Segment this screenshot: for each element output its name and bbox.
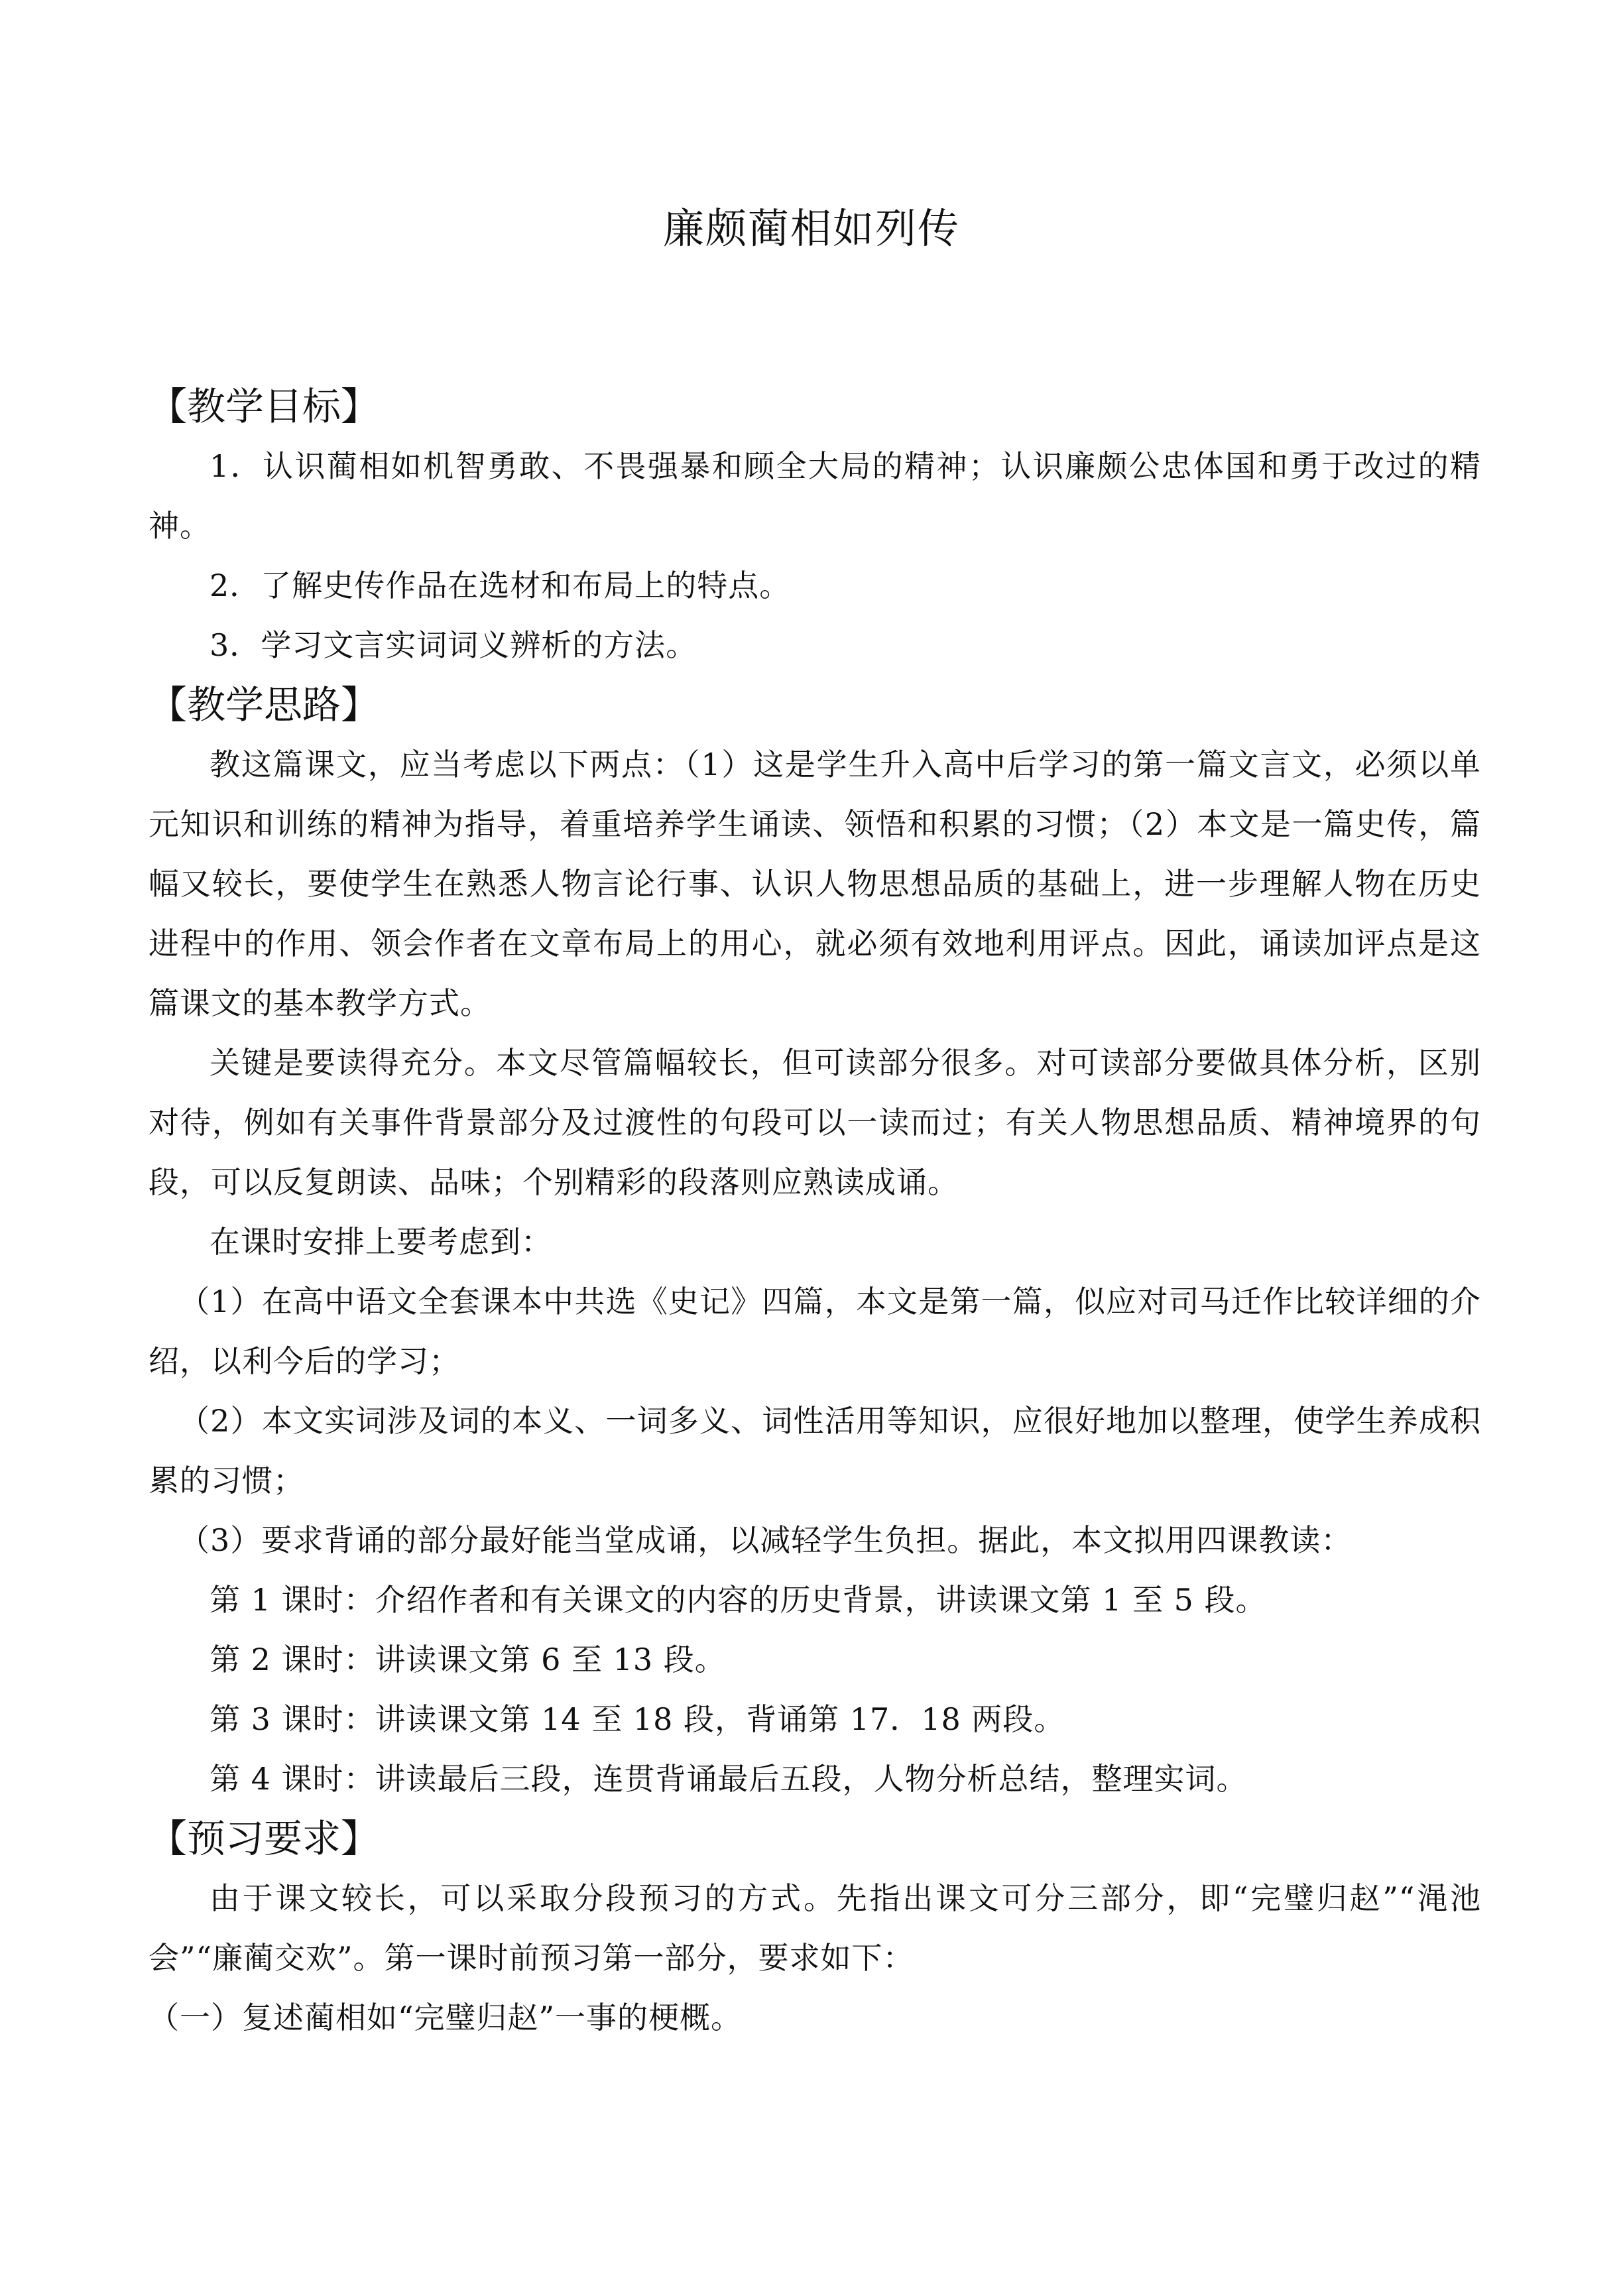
- lesson-3: 第 3 课时：讲读课文第 14 至 18 段，背诵第 17．18 两段。: [210, 1701, 1065, 1737]
- lesson-1: 第 1 课时：介绍作者和有关课文的内容的历史背景，讲读课文第 1 至 5 段。: [210, 1582, 1267, 1618]
- approach-paragraph-2: 关键是要读得充分。本文尽管篇幅较长，但可读部分很多。对可读部分要做具体分析，区别对待，例如有关事件背景部分及过渡性的句段可以一读而过；有关人物思想品质、精神境界的句段，可以反复朗读、品味；个别精彩的段落则应熟读成诵。: [149, 1045, 1481, 1200]
- preview-paragraph-1: 由于课文较长，可以采取分段预习的方式。先指出课文可分三部分，即“完璧归赵”“渑池会”“廉蔺交欢”。第一课时前预习第一部分，要求如下：: [149, 1880, 1481, 1976]
- approach-paragraph-1: 教这篇课文，应当考虑以下两点：（1）这是学生升入高中后学习的第一篇文言文，必须以单元知识和训练的精神为指导，着重培养学生诵读、领悟和积累的习惯；（2）本文是一篇史传，篇幅又较长，要使学生在熟悉人物言论行事、认识人物思想品质的基础上，进一步理解人物在历史进程中的作用、领会作者在文章布局上的用心，就必须有效地利用评点。因此，诵读加评点是这篇课文的基本教学方式。: [149, 747, 1481, 1021]
- objective-item-2: 2．了解史传作品在选材和布局上的特点。: [210, 568, 791, 603]
- approach-paragraph-3: 在课时安排上要考虑到：: [210, 1224, 552, 1260]
- approach-point-2: （2）本文实词涉及词的本义、一词多义、词性活用等知识，应很好地加以整理，使学生养成积累的习惯；: [149, 1403, 1481, 1498]
- approach-point-3: （3）要求背诵的部分最好能当堂成诵，以减轻学生负担。据此，本文拟用四课教读：: [179, 1522, 1352, 1558]
- lesson-4: 第 4 课时：讲读最后三段，连贯背诵最后五段，人物分析总结，整理实词。: [210, 1761, 1248, 1797]
- section-heading-approach: 【教学思路】: [149, 682, 380, 727]
- objective-item-1: 1．认识蔺相如机智勇敢、不畏强暴和顾全大局的精神；认识廉颇公忠体国和勇于改过的精神。: [149, 448, 1481, 544]
- document-title: 廉颇蔺相如列传: [662, 204, 960, 253]
- approach-point-1: （1）在高中语文全套课本中共选《史记》四篇，本文是第一篇，似应对司马迁作比较详细的介绍，以利今后的学习；: [149, 1284, 1481, 1379]
- section-heading-preview: 【预习要求】: [149, 1816, 380, 1861]
- document-body: [149, 377, 1481, 2047]
- lesson-2: 第 2 课时：讲读课文第 6 至 13 段。: [210, 1642, 726, 1677]
- preview-item-1: （一）复述蔺相如“完璧归赵”一事的梗概。: [149, 2000, 743, 2035]
- objective-item-3: 3．学习文言实词词义辨析的方法。: [210, 627, 697, 663]
- section-heading-objectives: 【教学目标】: [149, 384, 380, 429]
